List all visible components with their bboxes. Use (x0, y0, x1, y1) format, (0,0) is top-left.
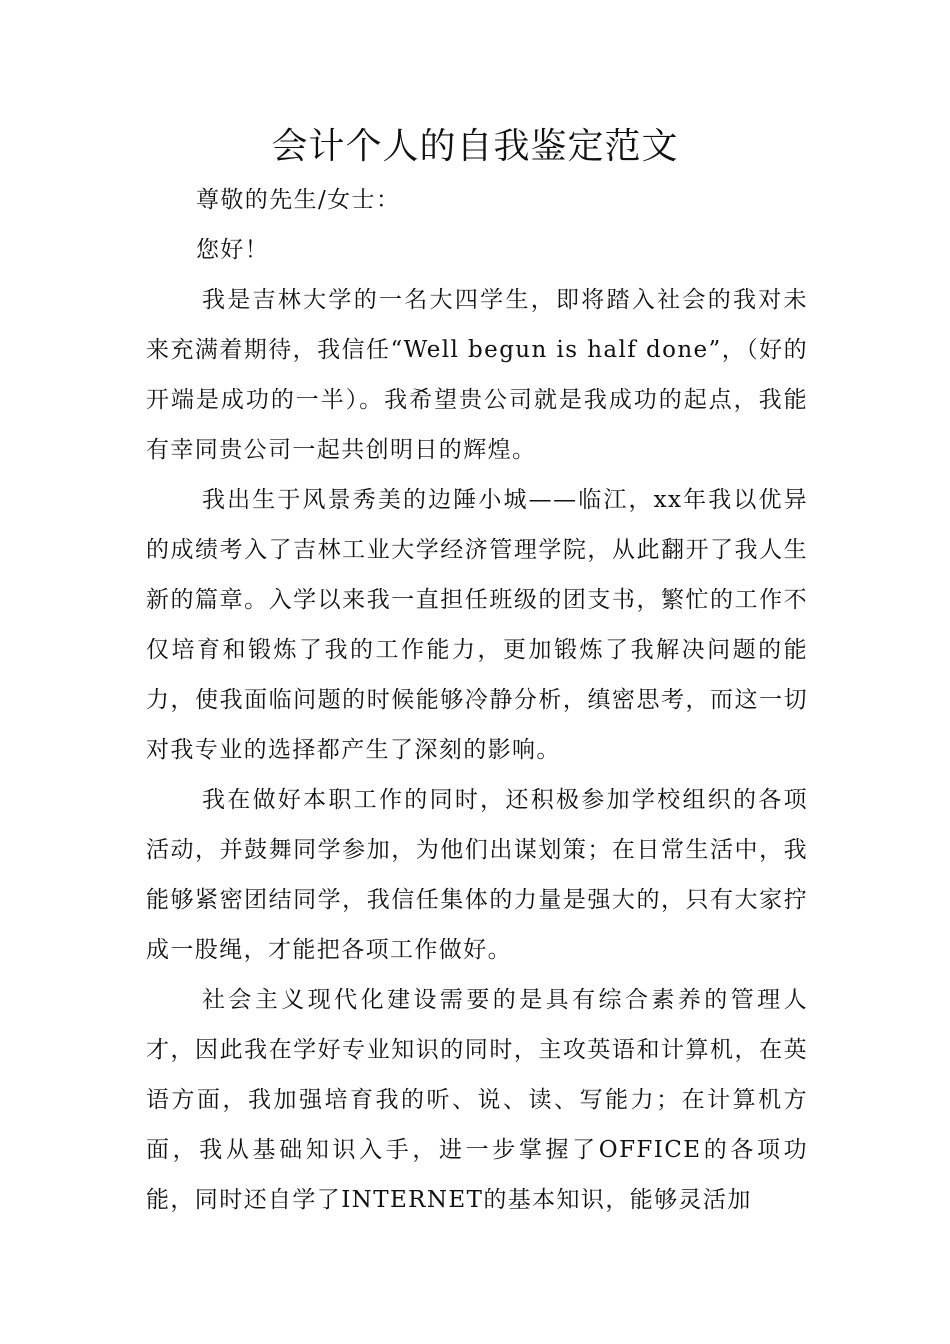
salutation-line: 尊敬的先生/女士： (196, 187, 401, 213)
page-title: 会计个人的自我鉴定范文 (271, 126, 679, 167)
document-body (146, 175, 808, 1225)
greeting-line: 您好！ (196, 237, 270, 263)
paragraph-skills: 社会主义现代化建设需要的是具有综合素养的管理人才，因此我在学好专业知识的同时，主攻英语和计算机，在英语方面，我加强培育我的听、说、读、写能力；在计算机方面，我从基础知识入手，进一步掌握了OFFICE的各项功能，同时还自学了INTERNET的基本知识，能够灵活加 (146, 987, 808, 1213)
paragraph-intro: 我是吉林大学的一名大四学生，即将踏入社会的我对未来充满着期待，我信任“Well begun is half done”，（好的开端是成功的一半）。我希望贵公司就是我成功的起点，我能有幸同贵公司一起共创明日的辉煌。 (146, 287, 808, 463)
paragraph-activities: 我在做好本职工作的同时，还积极参加学校组织的各项活动，并鼓舞同学参加，为他们出谋划策；在日常生活中，我能够紧密团结同学，我信任集体的力量是强大的，只有大家拧成一股绳，才能把各项工作做好。 (146, 787, 808, 963)
paragraph-education: 我出生于风景秀美的边陲小城——临江，xx年我以优异的成绩考入了吉林工业大学经济管理学院，从此翻开了我人生新的篇章。入学以来我一直担任班级的团支书，繁忙的工作不仅培育和锻炼了我的工作能力，更加锻炼了我解决问题的能力，使我面临问题的时候能够冷静分析，缜密思考，而这一切对我专业的选择都产生了深刻的影响。 (146, 487, 808, 763)
